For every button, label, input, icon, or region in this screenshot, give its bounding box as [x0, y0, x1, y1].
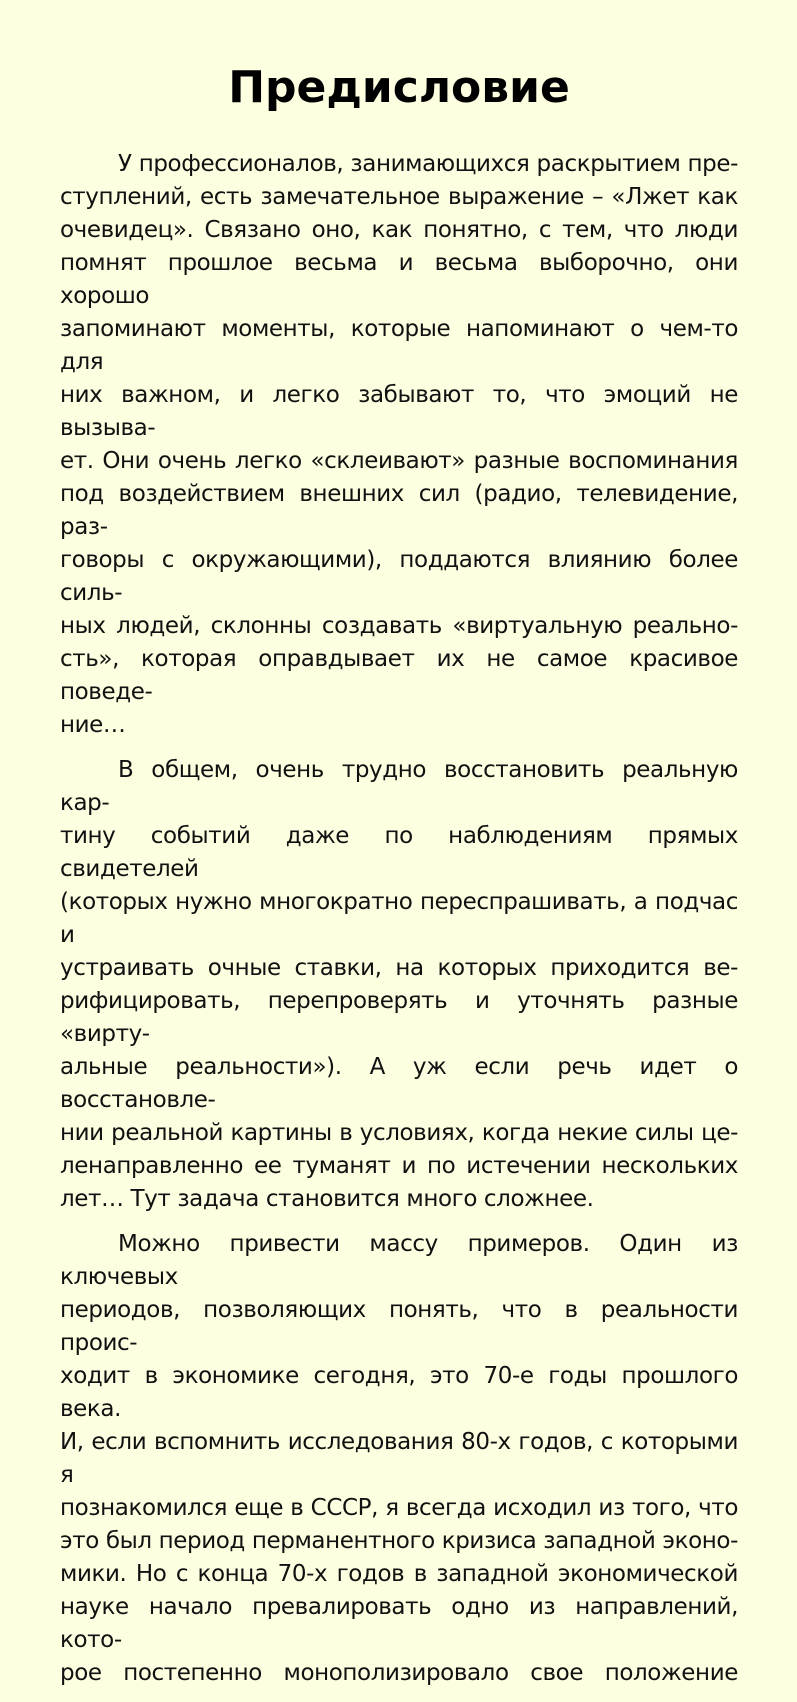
- text-line: нии реальной картины в условиях, когда некие силы це-: [60, 1120, 738, 1146]
- text-line: сть», которая оправдывает их не самое красивое поведе-: [60, 646, 738, 705]
- text-line: периодов, позволяющих понять, что в реальности проис-: [60, 1297, 738, 1356]
- text-line: мики. Но с конца 70-х годов в западной экономической: [60, 1561, 738, 1587]
- text-line: (которых нужно многократно переспрашивать, а подчас и: [60, 889, 738, 948]
- page: [60, 58, 738, 1702]
- text-line: ступлений, есть замечательное выражение – «Лжет как: [60, 184, 738, 210]
- text-line: ленаправленно ее туманят и по истечении нескольких: [60, 1153, 738, 1179]
- text-line: науке начало превалировать одно из направлений, кото-: [60, 1594, 738, 1653]
- text-line: В общем, очень трудно восстановить реальную кар-: [60, 757, 738, 816]
- text-line: лет… Тут задача становится много сложнее.: [60, 1186, 594, 1212]
- paragraph: [60, 148, 738, 742]
- text-line: устраивать очные ставки, на которых приходится ве-: [60, 955, 738, 981]
- text-line: альные реальности»). А уж если речь идет о восстановле-: [60, 1054, 738, 1113]
- text-line: рифицировать, перепроверять и уточнять разные «вирту-: [60, 988, 738, 1047]
- paragraph: [60, 1228, 738, 1690]
- text-line: говоры с окружающими), поддаются влиянию более силь-: [60, 547, 738, 606]
- text-line: помнят прошлое весьма и весьма выборочно, они хорошо: [60, 250, 738, 309]
- text-line: У профессионалов, занимающихся раскрытием пре-: [118, 151, 738, 177]
- text-line: ние…: [60, 712, 126, 738]
- text-line: под воздействием внешних сил (радио, телевидение, раз-: [60, 481, 738, 540]
- text-line: них важном, и легко забывают то, что эмоций не вызыва-: [60, 382, 738, 441]
- text-line: ходит в экономике сегодня, это 70-е годы прошлого века.: [60, 1363, 738, 1422]
- text-line: очевидец». Связано оно, как понятно, с тем, что люди: [60, 217, 738, 243]
- text-line: Можно привести массу примеров. Один из ключевых: [60, 1231, 738, 1290]
- text-line: тину событий даже по наблюдениям прямых свидетелей: [60, 823, 738, 882]
- text-line: запоминают моменты, которые напоминают о чем-то для: [60, 316, 738, 375]
- paragraph: [60, 754, 738, 1216]
- page-title: Предисловие: [228, 62, 570, 113]
- text-line: познакомился еще в СССР, я всегда исходил из того, что: [60, 1495, 738, 1521]
- text-line: ных людей, склонны создавать «виртуальную реально-: [60, 613, 738, 639]
- document-body: [60, 148, 738, 1690]
- text-line: И, если вспомнить исследования 80-х годов, с которыми я: [60, 1429, 738, 1488]
- text-line: рое постепенно монополизировало свое положение: [60, 1660, 738, 1686]
- text-line: это был период перманентного кризиса западной эконо-: [60, 1528, 738, 1554]
- text-line: ет. Они очень легко «склеивают» разные воспоминания: [60, 448, 738, 474]
